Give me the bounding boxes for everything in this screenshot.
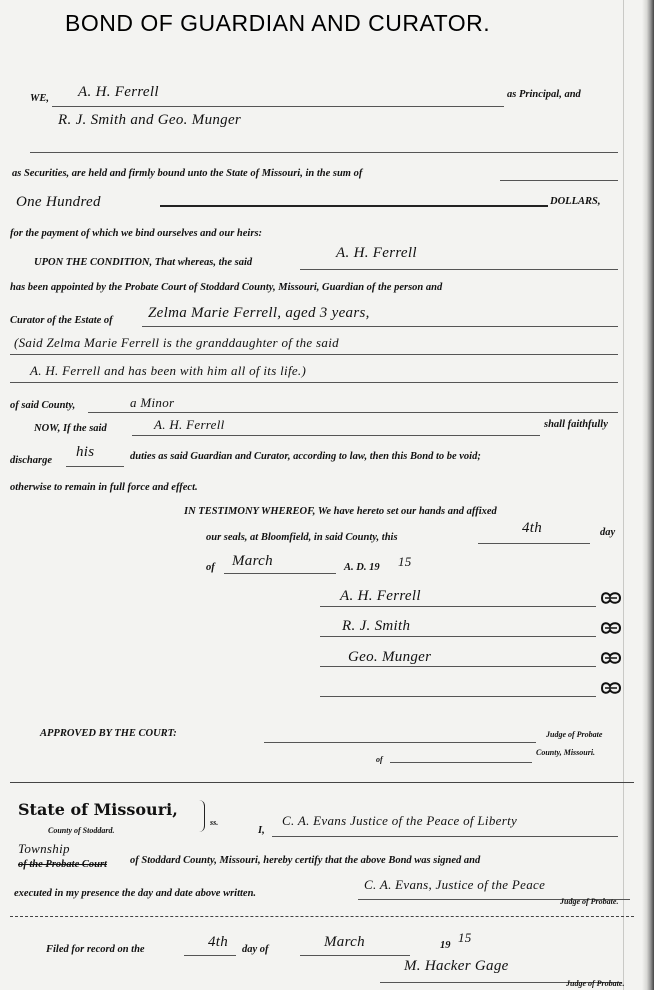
approved-of-label: of — [376, 755, 383, 764]
approved-underline — [264, 742, 536, 743]
sureties-underline — [30, 152, 618, 153]
filed-month: March — [324, 934, 365, 950]
signature-line-3 — [320, 666, 596, 667]
certifying-officer: C. A. Evans Justice of the Peace of Liberty — [282, 813, 518, 828]
amount-line — [160, 205, 548, 207]
sureties-names: R. J. Smith and Geo. Munger — [58, 112, 242, 128]
pronoun-underline — [66, 466, 124, 467]
condition-underline — [300, 269, 618, 270]
now-name: A. H. Ferrell — [154, 417, 225, 432]
seal-icon — [600, 650, 622, 666]
pronoun: his — [76, 444, 95, 460]
approved-judge-label: Judge of Probate — [546, 730, 603, 739]
ward-note-line1: (Said Zelma Marie Ferrell is the granddaughter of the said — [14, 335, 339, 350]
ward-note-line2: A. H. Ferrell and has been with him all of its life.) — [30, 363, 307, 378]
dollars-label: DOLLARS, — [550, 196, 601, 207]
filed-month-underline — [300, 955, 410, 956]
signature-line-1 — [320, 606, 596, 607]
i-label: I, — [258, 825, 265, 836]
filed-year-prefix: 19 — [440, 940, 451, 951]
filed-judge-label: Judge of Probate. — [566, 979, 625, 988]
principal-underline — [52, 106, 504, 107]
ss-label: ss. — [210, 818, 219, 827]
seal-icon — [600, 680, 622, 696]
testimony-month: March — [232, 553, 273, 569]
as-principal-label: as Principal, and — [507, 89, 581, 100]
day-label: day — [600, 527, 616, 538]
note-underline-1 — [10, 354, 618, 355]
certificate-judge-label: Judge of Probate. — [560, 897, 619, 906]
minor-underline — [88, 412, 618, 413]
day-underline — [478, 543, 590, 544]
approved-label: APPROVED BY THE COURT: — [40, 728, 177, 739]
filed-day-of: day of — [242, 944, 269, 955]
ward-name: Zelma Marie Ferrell, aged 3 years, — [148, 305, 370, 321]
signature-line-4 — [320, 696, 596, 697]
filed-day-underline — [184, 955, 236, 956]
approved-county-underline — [390, 762, 532, 763]
signature-line-2 — [320, 636, 596, 637]
signature-surety-2: Geo. Munger — [348, 649, 432, 665]
certify-text: of Stoddard County, Missouri, hereby certify that the above Bond was signed and — [130, 855, 481, 866]
payment-text: for the payment of which we bind ourselves and our heirs: — [10, 228, 263, 239]
discharge-text: discharge — [10, 455, 52, 466]
ward-underline — [142, 326, 618, 327]
testimony-day-num: 4th — [522, 520, 543, 536]
we-label: WE, — [30, 93, 49, 104]
page-fold-line — [623, 0, 624, 990]
bond-amount: One Hundred — [16, 194, 101, 210]
seal-icon — [600, 620, 622, 636]
filed-label: Filed for record on the — [46, 944, 145, 955]
officer-signature: C. A. Evans, Justice of the Peace — [364, 877, 546, 892]
executed-text: executed in my presence the day and date above written. — [14, 888, 257, 899]
faithfully-text: shall faithfully — [544, 419, 608, 430]
duties-text: duties as said Guardian and Curator, according to law, then this Bond to be void; — [130, 451, 481, 462]
condition-name: A. H. Ferrell — [336, 245, 417, 261]
note-underline-2 — [10, 382, 618, 383]
filed-year: 15 — [458, 930, 472, 945]
state-heading: State of Missouri, — [18, 800, 178, 819]
approved-county-label: County, Missouri. — [536, 748, 596, 757]
curator-label: Curator of the Estate of — [10, 315, 113, 326]
of-label: of — [206, 562, 215, 573]
now-text: NOW, If the said — [34, 423, 107, 434]
officer-underline — [272, 836, 618, 837]
signature-principal: A. H. Ferrell — [340, 588, 421, 604]
township-label: Township — [18, 841, 70, 856]
testimony-year: 15 — [398, 554, 412, 569]
testimony-line2: our seals, at Bloomfield, in said County, this — [206, 532, 398, 543]
month-underline — [224, 573, 336, 574]
securities-text: as Securities, are held and firmly bound unto the State of Missouri, in the sum of — [12, 168, 363, 179]
county-heading: County of Stoddard. — [48, 826, 115, 835]
appointed-text: has been appointed by the Probate Court of Stoddard County, Missouri, Guardian of the person and — [10, 282, 443, 293]
filed-signature: M. Hacker Gage — [404, 958, 509, 974]
section-divider-2 — [10, 916, 634, 917]
document-title: BOND OF GUARDIAN AND CURATOR. — [65, 10, 491, 36]
minor-status: a Minor — [130, 395, 175, 410]
bracket — [198, 800, 205, 832]
ad-label: A. D. 19 — [344, 562, 380, 573]
now-underline — [132, 435, 540, 436]
condition-text: UPON THE CONDITION, That whereas, the said — [34, 257, 253, 268]
said-county-label: of said County, — [10, 400, 76, 411]
page-edge — [642, 0, 654, 990]
remain-text: otherwise to remain in full force and effect. — [10, 482, 198, 493]
signature-surety-1: R. J. Smith — [342, 618, 411, 634]
seal-icon — [600, 590, 622, 606]
principal-name: A. H. Ferrell — [78, 84, 159, 100]
sum-underline — [500, 180, 618, 181]
testimony-line1: IN TESTIMONY WHEREOF, We have hereto set our hands and affixed — [184, 506, 497, 517]
filed-day-num: 4th — [208, 934, 229, 950]
section-divider — [10, 782, 634, 783]
struck-probate-court: of the Probate Court — [18, 859, 107, 870]
